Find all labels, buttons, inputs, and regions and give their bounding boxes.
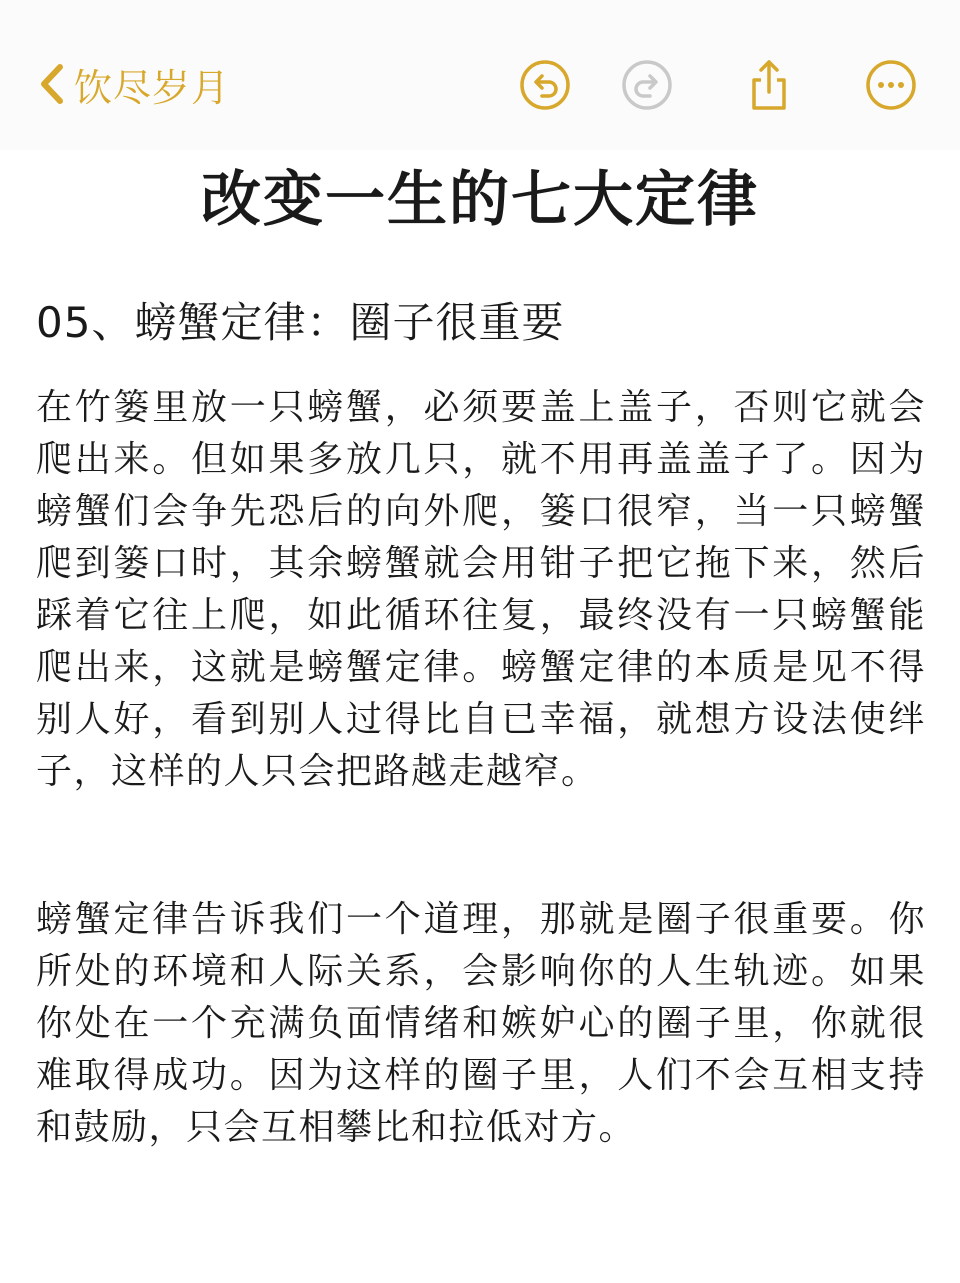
note-title: 改变一生的七大定律	[201, 165, 759, 235]
notes-toolbar	[0, 0, 960, 150]
undo-button[interactable]	[518, 58, 572, 112]
redo-button[interactable]	[620, 58, 674, 112]
section-heading: 05、螃蟹定律：圈子很重要	[36, 298, 565, 347]
back-button[interactable]	[36, 58, 230, 110]
redo-icon	[620, 58, 674, 112]
undo-icon	[518, 58, 572, 112]
note-paragraph-1: 在竹篓里放一只螃蟹，必须要盖上盖子，否则它就会爬出来。但如果多放几只，就不用再盖盖子了。因为螃蟹们会争先恐后的向外爬，篓口很窄，当一只螃蟹爬到篓口时，其余螃蟹就会用钳子把它拖下来，然后踩着它往上爬，如此循环往复，最终没有一只螃蟹能爬出来，这就是螃蟹定律。螃蟹定律的本质是见不得别人好，看到别人过得比自已幸福，就想方设法使绊子，这样的人只会把路越走越窄。	[36, 387, 926, 792]
share-icon	[742, 58, 796, 112]
note-paragraph-2: 螃蟹定律告诉我们一个道理，那就是圈子很重要。你所处的环境和人际关系，会影响你的人生轨迹。如果你处在一个充满负面情绪和嫉妒心的圈子里，你就很难取得成功。因为这样的圈子里，人们不会互相支持和鼓励，只会互相攀比和拉低对方。	[36, 899, 926, 1148]
more-icon	[864, 58, 918, 112]
share-button[interactable]	[742, 58, 796, 112]
chevron-left-icon	[36, 61, 66, 107]
more-button[interactable]	[864, 58, 918, 112]
back-label: 饮尽岁月	[74, 65, 231, 110]
